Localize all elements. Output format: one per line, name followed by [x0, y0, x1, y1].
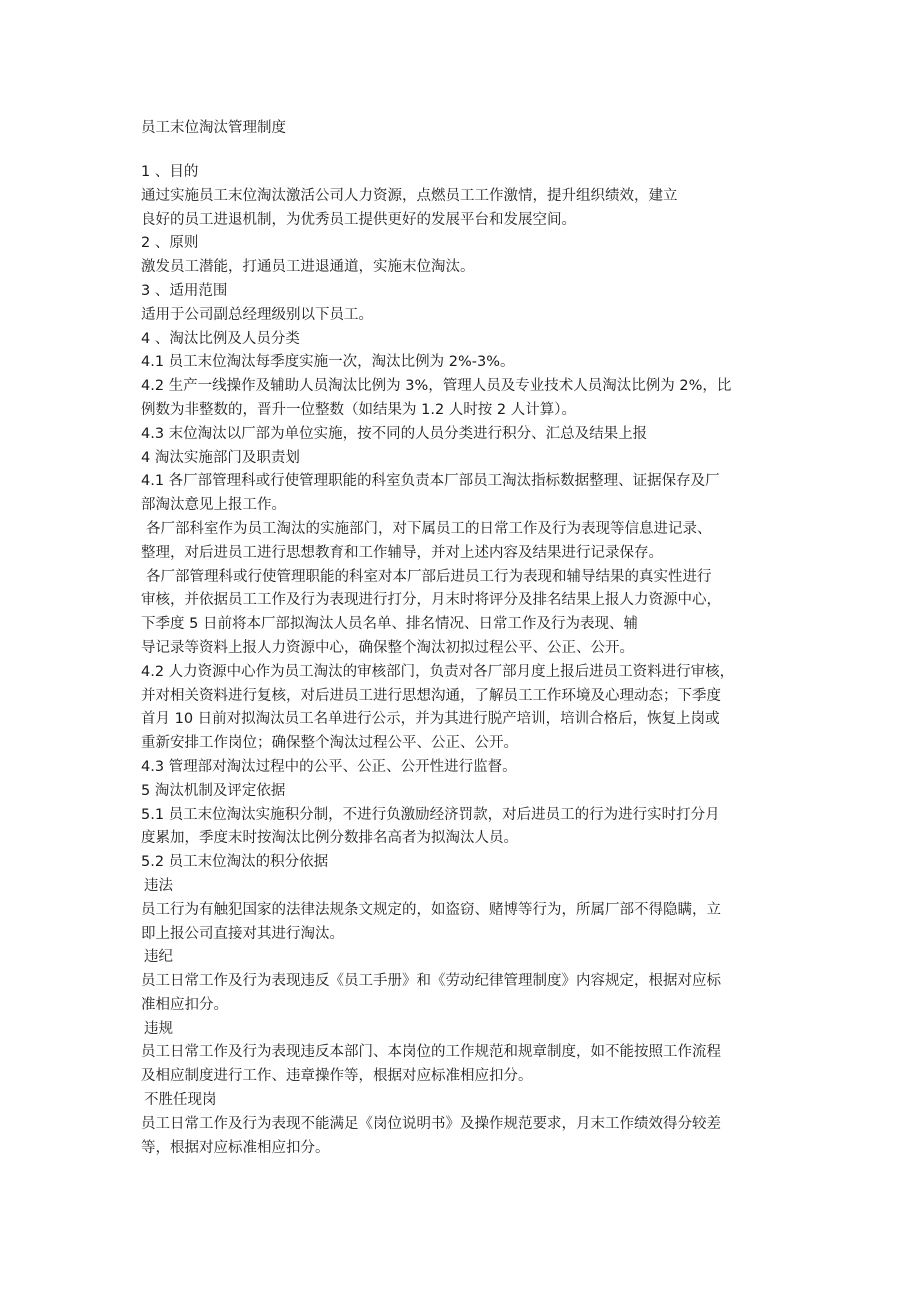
subheading: 不胜任现岗: [144, 1092, 217, 1109]
section-heading: 3 、适用范围: [141, 282, 228, 299]
section-heading: 4 、淘汰比例及人员分类: [141, 330, 300, 347]
paragraph-line: 审核，并依据员工工作及行为表现进行打分，月末时将评分及排名结果上报人力资源中心，: [141, 592, 721, 609]
paragraph-line: 4.2 生产一线操作及辅助人员淘汰比例为 3%，管理人员及专业技术人员淘汰比例为 2%，比: [141, 378, 732, 395]
paragraph-line: 4.1 员工末位淘汰每季度实施一次，淘汰比例为 2%-3%。: [141, 354, 515, 371]
paragraph-line: 4.2 人力资源中心作为员工淘汰的审核部门，负责对各厂部月度上报后进员工资料进行审核，: [141, 663, 735, 680]
paragraph-line: 重新安排工作岗位；确保整个淘汰过程公平、公正、公开。: [141, 735, 518, 752]
paragraph-line: 良好的员工进退机制，为优秀员工提供更好的发展平台和发展空间。: [141, 211, 576, 228]
section-heading: 4 淘汰实施部门及职责划: [141, 449, 300, 466]
document-body: [141, 161, 786, 1160]
paragraph-line: 部淘汰意见上报工作。: [141, 497, 286, 514]
paragraph-line: 准相应扣分。: [141, 996, 228, 1013]
paragraph-line: 员工行为有触犯国家的法律法规条文规定的，如盗窃、赌博等行为，所属厂部不得隐瞒，立: [141, 901, 721, 918]
paragraph-line: 5.2 员工末位淘汰的积分依据: [141, 854, 329, 871]
paragraph-line: 导记录等资料上报人力资源中心，确保整个淘汰初拟过程公平、公正、公开。: [141, 639, 634, 656]
paragraph-line: 适用于公司副总经理级别以下员工。: [141, 306, 373, 323]
paragraph-line: 各厂部科室作为员工淘汰的实施部门，对下属员工的日常工作及行为表现等信息进记录、: [146, 520, 712, 537]
paragraph-line: 激发员工潜能，打通员工进退通道，实施末位淘汰。: [141, 259, 475, 276]
paragraph-line: 4.1 各厂部管理科或行使管理职能的科室负责本厂部员工淘汰指标数据整理、证据保存及厂: [141, 473, 720, 490]
paragraph-line: 4.3 末位淘汰以厂部为单位实施，按不同的人员分类进行积分、汇总及结果上报: [141, 425, 648, 442]
paragraph-line: 员工日常工作及行为表现违反本部门、本岗位的工作规范和规章制度，如不能按照工作流程: [141, 1044, 721, 1061]
section-heading: 1 、目的: [141, 164, 199, 180]
paragraph-line: 等，根据对应标准相应扣分。: [141, 1139, 330, 1156]
paragraph-line: 整理，对后进员工进行思想教育和工作辅导，并对上述内容及结果进行记录保存。: [141, 544, 663, 561]
subheading: 违法: [144, 877, 173, 894]
paragraph-line: 度累加，季度末时按淘汰比例分数排名高者为拟淘汰人员。: [141, 830, 518, 847]
paragraph-line: 5.1 员工末位淘汰实施积分制，不进行负激励经济罚款，对后进员工的行为进行实时打分月: [141, 806, 720, 823]
paragraph-line: 各厂部管理科或行使管理职能的科室对本厂部后进员工行为表现和辅导结果的真实性进行: [146, 568, 712, 585]
paragraph-line: 下季度 5 日前将本厂部拟淘汰人员名单、排名情况、日常工作及行为表现、辅: [141, 616, 638, 633]
document-title: 员工末位淘汰管理制度: [141, 120, 286, 136]
paragraph-line: 员工日常工作及行为表现不能满足《岗位说明书》及操作规范要求，月末工作绩效得分较差: [141, 1115, 721, 1132]
subheading: 违规: [144, 1020, 173, 1037]
paragraph-line: 员工日常工作及行为表现违反《员工手册》和《劳动纪律管理制度》内容规定，根据对应标: [141, 973, 721, 990]
paragraph-line: 4.3 管理部对淘汰过程中的公平、公正、公开性进行监督。: [141, 758, 517, 775]
paragraph-line: 例数为非整数的，晋升一位整数（如结果为 1.2 人时按 2 人计算）。: [141, 401, 576, 418]
section-heading: 5 淘汰机制及评定依据: [141, 782, 286, 799]
paragraph-line: 通过实施员工末位淘汰激活公司人力资源，点燃员工工作激情，提升组织绩效，建立: [141, 187, 678, 204]
paragraph-line: 首月 10 日前对拟淘汰员工名单进行公示，并为其进行脱产培训，培训合格后，恢复上岗或: [141, 711, 720, 728]
paragraph-line: 及相应制度进行工作、违章操作等，根据对应标准相应扣分。: [141, 1068, 533, 1085]
section-heading: 2 、原则: [141, 235, 199, 252]
paragraph-line: 并对相关资料进行复核，对后进员工进行思想沟通，了解员工工作环境及心理动态；下季度: [141, 687, 721, 704]
subheading: 违纪: [144, 949, 173, 966]
paragraph-line: 即上报公司直接对其进行淘汰。: [141, 925, 344, 942]
